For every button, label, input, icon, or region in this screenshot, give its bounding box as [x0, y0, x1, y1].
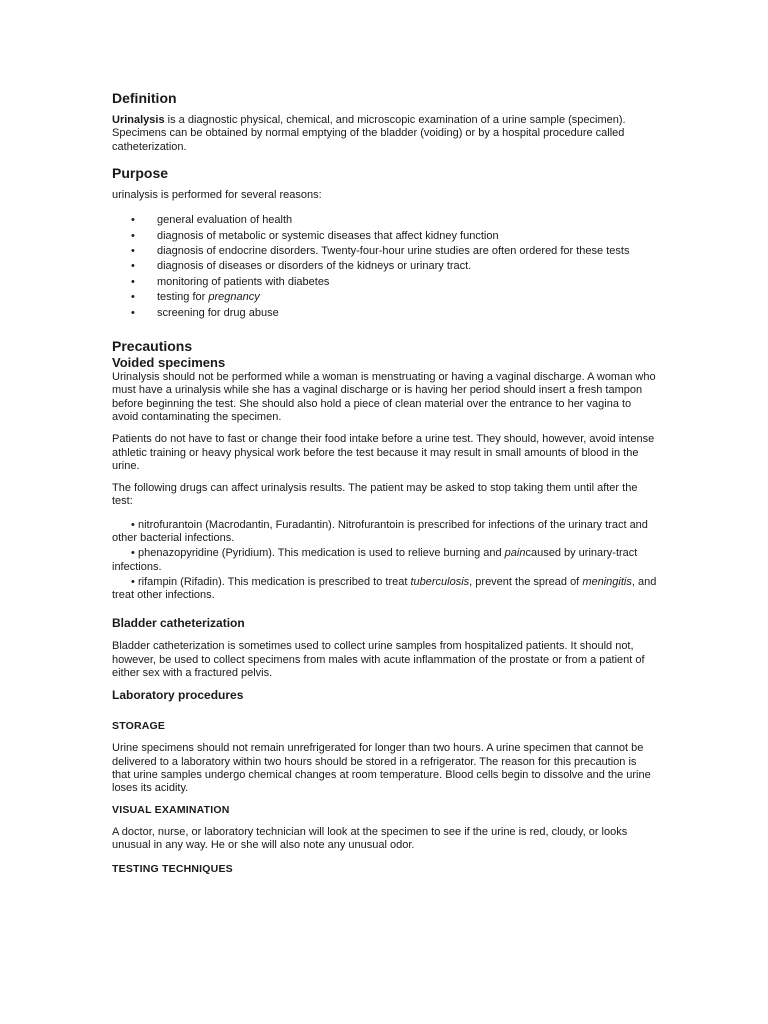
bullet-icon: • [131, 518, 135, 531]
bullet-icon: • [131, 229, 135, 242]
list-item: • diagnosis of diseases or disorders of the kidneys or urinary tract. [112, 259, 657, 274]
bullet-icon: • [131, 575, 135, 588]
bullet-icon: • [131, 547, 135, 560]
definition-text: is a diagnostic physical, chemical, and microscopic examination of a urine sample (specimen). Specimens can be obtained by normal emptying of the bladder (voiding) or by a hospital procedure called catheterization. [112, 114, 626, 153]
catheterization-paragraph: Bladder catheterization is sometimes used to collect urine samples from hospitalized patients. It should not, however, be used to collect specimens from males with acute inflammation of the prostate or from a patient of either sex with a fractured pelvis. [112, 640, 645, 680]
bullet-icon: • [131, 275, 135, 288]
list-item: • nitrofurantoin (Macrodantin, Furadantin). Nitrofurantoin is prescribed for infections of the urinary tract and other bacterial infections. [112, 518, 648, 544]
drug-list [112, 519, 657, 603]
voided-paragraph-3: The following drugs can affect urinalysis results. The patient may be asked to stop taking them until after the test: [112, 482, 638, 508]
purpose-heading: Purpose [112, 164, 169, 181]
pregnancy-term: pregnancy [208, 291, 260, 304]
precautions-heading: Precautions [112, 338, 193, 355]
bladder-catheterization-heading: Bladder catheterization [112, 616, 245, 631]
document-page [112, 86, 657, 876]
testing-techniques-heading: TESTING TECHNIQUES [112, 863, 233, 876]
visual-examination-paragraph: A doctor, nurse, or laboratory technician will look at the specimen to see if the urine is red, cloudy, or looks unusual in any way. He or she will also note any unusual odor. [112, 825, 628, 851]
bullet-icon: • [131, 306, 135, 319]
purpose-intro: urinalysis is performed for several reasons: [112, 188, 322, 201]
list-item: • rifampin (Rifadin). This medication is prescribed to treat tuberculosis, prevent the spread of meningitis, and treat other infections. [112, 575, 657, 602]
definition-paragraph [112, 114, 657, 154]
storage-paragraph: Urine specimens should not remain unrefrigerated for longer than two hours. A urine specimen that cannot be delivered to a laboratory within two hours should be stored in a refrigerator. The reason for this precaution is that urine samples undergo chemical changes at room temperature. Blood cells begin to dissolve and the urine loses its acidity. [112, 742, 651, 795]
voided-paragraph-1: Urinalysis should not be performed while a woman is menstruating or having a vaginal discharge. A woman who must have a urinalysis while she has a vaginal discharge or is having her period should insert a fresh tampon before beginning the test. She should also hold a piece of clean material over the entrance to her vagina to avoid contaminating the specimen. [112, 371, 656, 423]
list-item: • screening for drug abuse [112, 306, 657, 321]
bullet-icon: • [131, 291, 135, 304]
list-item: • monitoring of patients with diabetes [112, 275, 657, 290]
bullet-icon: • [131, 214, 135, 227]
laboratory-procedures-heading: Laboratory procedures [112, 688, 244, 703]
list-item: • general evaluation of health [112, 213, 657, 228]
voided-specimens-heading: Voided specimens [112, 355, 226, 371]
visual-examination-heading: VISUAL EXAMINATION [112, 803, 230, 816]
list-item: • diagnosis of endocrine disorders. Twenty-four-hour urine studies are often ordered for these tests [112, 244, 657, 259]
bullet-icon: • [131, 260, 135, 273]
bullet-icon: • [131, 245, 135, 257]
definition-term: Urinalysis [112, 114, 165, 126]
purpose-list [112, 213, 657, 321]
storage-heading: STORAGE [112, 720, 166, 733]
list-item: • phenazopyridine (Pyridium). This medication is used to relieve burning and paincaused by urinary-tract infections. [112, 547, 638, 573]
list-item: • testing for pregnancy [112, 290, 657, 305]
definition-heading: Definition [112, 90, 177, 106]
voided-paragraph-2: Patients do not have to fast or change their food intake before a urine test. They should, however, avoid intense athletic training or heavy physical work before the test because it may result in small amounts of blood in the urine. [112, 433, 655, 472]
list-item: • diagnosis of metabolic or systemic diseases that affect kidney function [112, 229, 657, 244]
